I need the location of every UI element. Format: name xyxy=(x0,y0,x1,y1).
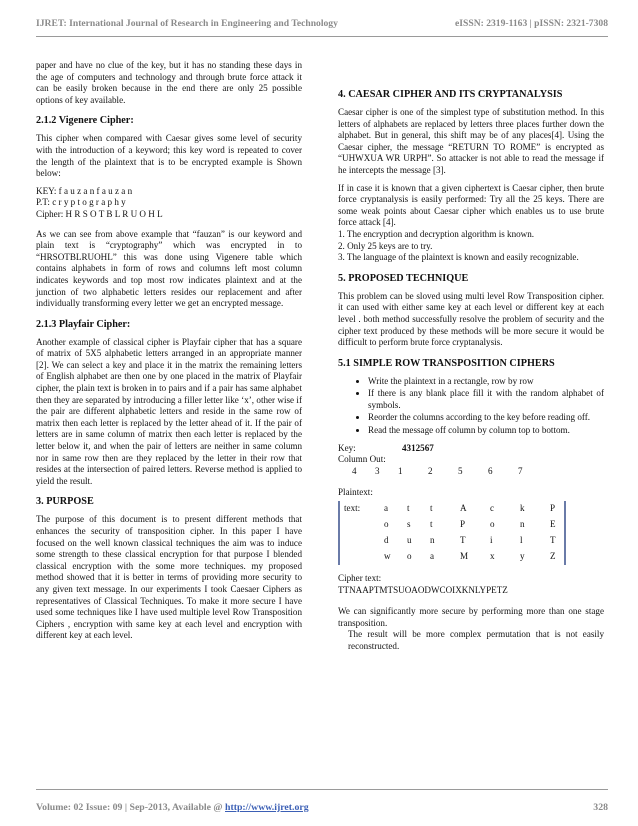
plaintext-line: P.T: c r y p t o g r a p h y xyxy=(36,197,126,208)
grid-cell: i xyxy=(490,534,493,545)
paragraph: Caesar cipher is one of the simplest type of substitution method. In this letters of alphabets are replaced by letters three places further down the alphabet. But in general, this shift may be of any places[4]. Using the Caesar cipher, the message “RETURN TO ROME” is encrypted as “UHWXUA WR URPH”. So attacker is not able to read the message if he intercepts the message [3]. xyxy=(338,107,604,175)
grid-cell: c xyxy=(490,502,495,513)
column-number: 2 xyxy=(428,465,433,476)
list-item: 2. Only 25 keys are to try. xyxy=(338,240,433,251)
ciphertext-label: Cipher text: xyxy=(338,573,382,584)
grid-cell: P xyxy=(460,518,466,529)
paragraph: We can significantly more secure by performing more than one stage transposition. xyxy=(338,606,604,628)
page-header xyxy=(36,14,608,32)
column-number: 3 xyxy=(375,465,380,476)
column-number: 6 xyxy=(488,465,493,476)
list-item: • Reorder the columns according to the key before reading off. xyxy=(368,412,604,424)
grid-cell: t xyxy=(430,518,433,529)
grid-cell: l xyxy=(520,534,523,545)
caesar-weakness-list xyxy=(338,229,604,264)
grid-cell: w xyxy=(384,550,391,561)
table-row xyxy=(339,549,565,565)
journal-link[interactable]: http://www.ijret.org xyxy=(225,801,309,813)
list-item: 3. The language of the plaintext is known and easily recognizable. xyxy=(338,252,579,263)
header-rule xyxy=(36,36,608,37)
ciphertext-value: TTNAAPTMTSUOAODWCOIXKNLYPETZ xyxy=(338,584,508,595)
list-item: 1. The encryption and decryption algorithm is known. xyxy=(338,228,535,239)
paragraph: This problem can be sloved using multi level Row Transposition cipher. it can used with either same key at each level or different key at each level . both method successfully resolve the problem of security and the cipher text produced by these methods will be more secure it would be difficult to perform brute force cryptanalysis. xyxy=(338,290,604,348)
grid-cell: E xyxy=(550,517,565,533)
page-footer xyxy=(36,799,608,815)
key-label: Key: xyxy=(338,442,356,453)
list-item: • If there is any blank place fill it with the random alphabet of symbols. xyxy=(368,388,604,411)
column-out-label: Column Out: xyxy=(338,454,386,465)
right-column xyxy=(338,88,604,659)
column-number: 5 xyxy=(458,465,463,476)
paragraph: The purpose of this document is to present different methods that enhances the security of transposition cipher. In this paper I have focused on the well known classical techniques the aim was to induce some strength to these classical encryption for that purpose I blended classical encryption with the some more techniques. my proposed method showed that it is better in terms of providing more security to any given text message. In our experiments I took Caesaer Ciphers as representatives of Classical Techniques. To make it more secure I have used some techniques like I have used multiple level Row Transposition Ciphers , encryption with same key at each level and encryption with different key at each level. xyxy=(36,514,302,641)
column-number: 4 xyxy=(352,465,357,476)
grid-cell: d xyxy=(384,534,389,545)
issn-info: eISSN: 2319-1163 | pISSN: 2321-7308 xyxy=(455,17,608,29)
list-item: • Write the plaintext in a rectangle, row by row xyxy=(368,376,604,388)
section-heading-vigenere: 2.1.2 Vigenere Cipher: xyxy=(36,115,134,127)
table-row xyxy=(339,533,565,549)
key-row xyxy=(338,443,604,455)
grid-cell: n xyxy=(430,534,435,545)
grid-row-spacer xyxy=(339,533,384,549)
grid-cell: x xyxy=(490,550,495,561)
column-number: 7 xyxy=(518,465,523,476)
grid-cell: M xyxy=(460,550,469,561)
cipher-line: Cipher: H R S O T B L R U O H L xyxy=(36,208,163,219)
grid-cell: A xyxy=(460,502,467,513)
section-heading-caesar: 4. CAESAR CIPHER AND ITS CRYPTANALYSIS xyxy=(338,89,563,100)
paragraph: paper and have no clue of the key, but it has no standing these days in the age of computers and technology and through brute force attack it can be easily broken because in the end there are only 25 possible options of key available. xyxy=(36,60,302,105)
paragraph: This cipher when compared with Caesar gives some level of security with the introduction of a keyword; this key word is repeated to cover the length of the plaintext that is to be encrypted example is Shown below: xyxy=(36,133,302,179)
grid-row-spacer xyxy=(339,549,384,565)
plaintext-label: Plaintext: xyxy=(338,487,373,498)
left-column xyxy=(36,60,302,648)
journal-title: IJRET: International Journal of Research in Engineering and Technology xyxy=(36,17,338,29)
plaintext-grid xyxy=(338,501,566,565)
key-line: KEY: f a u z a n f a u z a n xyxy=(36,185,133,196)
grid-row-spacer xyxy=(339,517,384,533)
footer-volume xyxy=(36,802,309,813)
table-row xyxy=(339,517,565,533)
page-number: 328 xyxy=(593,801,608,813)
section-heading-simple-row: 5.1 SIMPLE ROW TRANSPOSITION CIPHERS xyxy=(338,357,555,369)
grid-cell: T xyxy=(550,533,565,549)
grid-cell: o xyxy=(384,518,389,529)
section-heading-proposed: 5. PROPOSED TECHNIQUE xyxy=(338,272,469,284)
grid-cell: o xyxy=(407,550,412,561)
grid-cell: Z xyxy=(550,549,565,565)
grid-cell: u xyxy=(407,534,412,545)
paragraph: As we can see from above example that “fauzan” is our keyword and plain text is “cryptography” which was encrypted in to “HRSOTBLRUOHL” this was done using Vigenere table which contains alphabets in form of rows and columns left most column indicates keywords and top most row indicates plaintext and at the junction of two alphabetic letters resides our replacement and after individually transforming every letter we get an encrypted message. xyxy=(36,228,302,309)
grid-cell: P xyxy=(550,501,565,517)
volume-info: Volume: 02 Issue: 09 | Sep-2013, Available @ xyxy=(36,801,225,813)
footer-rule xyxy=(36,789,608,790)
paragraph: Another example of classical cipher is Playfair cipher that has a square of matrix of 5X5 alphabetic letters arranged in an appropriate manner [2]. We can select a key and place it in the matrix the remaining letters of English alphabet are then one by one placed in the matrix of Playfair cipher, the plain text is broken in to pairs and if a pair has same alphabet then they are separated by introducing a filler letter like ‘x’, other wise if the pair are different alphabetic letters and reside in the same row of matrix then each letter is replaced by the letter ahead of it. If the pair of letters are in same column of matrix then each letter is replaced by the letter below it, and when the pair of letters are neither in same column nor in same row then are they replaced by the letter in their row that resides at the intersection of paired letters. Reverse method is applied to yield the result. xyxy=(36,336,302,486)
grid-cell: s xyxy=(407,518,411,529)
grid-cell: t xyxy=(407,502,410,513)
section-heading-playfair: 2.1.3 Playfair Cipher: xyxy=(36,318,131,330)
grid-cell: o xyxy=(490,518,495,529)
list-item: • Read the message off column by column top to bottom. xyxy=(368,425,604,437)
section-heading-purpose: 3. PURPOSE xyxy=(36,496,94,508)
grid-cell: t xyxy=(430,502,433,513)
grid-cell: n xyxy=(520,518,525,529)
text-label: text: xyxy=(339,501,384,517)
paragraph: The result will be more complex permutation that is not easily reconstructed. xyxy=(348,629,604,651)
key-value: 4312567 xyxy=(401,442,434,453)
column-out-order xyxy=(338,466,604,478)
grid-cell: a xyxy=(430,550,435,561)
grid-cell: a xyxy=(384,502,389,513)
grid-cell: y xyxy=(520,550,525,561)
grid-cell: T xyxy=(460,534,466,545)
bullet-list xyxy=(338,376,604,437)
column-number: 1 xyxy=(398,465,403,476)
table-row xyxy=(339,501,565,517)
paragraph: If in case it is known that a given ciphertext is Caesar cipher, then brute force cryptanalysis is easily performed: Try all the 25 keys. There are some weak points about Caesar cipher which enables us to use brute force attack [4]. xyxy=(338,182,604,228)
grid-cell: k xyxy=(520,502,525,513)
